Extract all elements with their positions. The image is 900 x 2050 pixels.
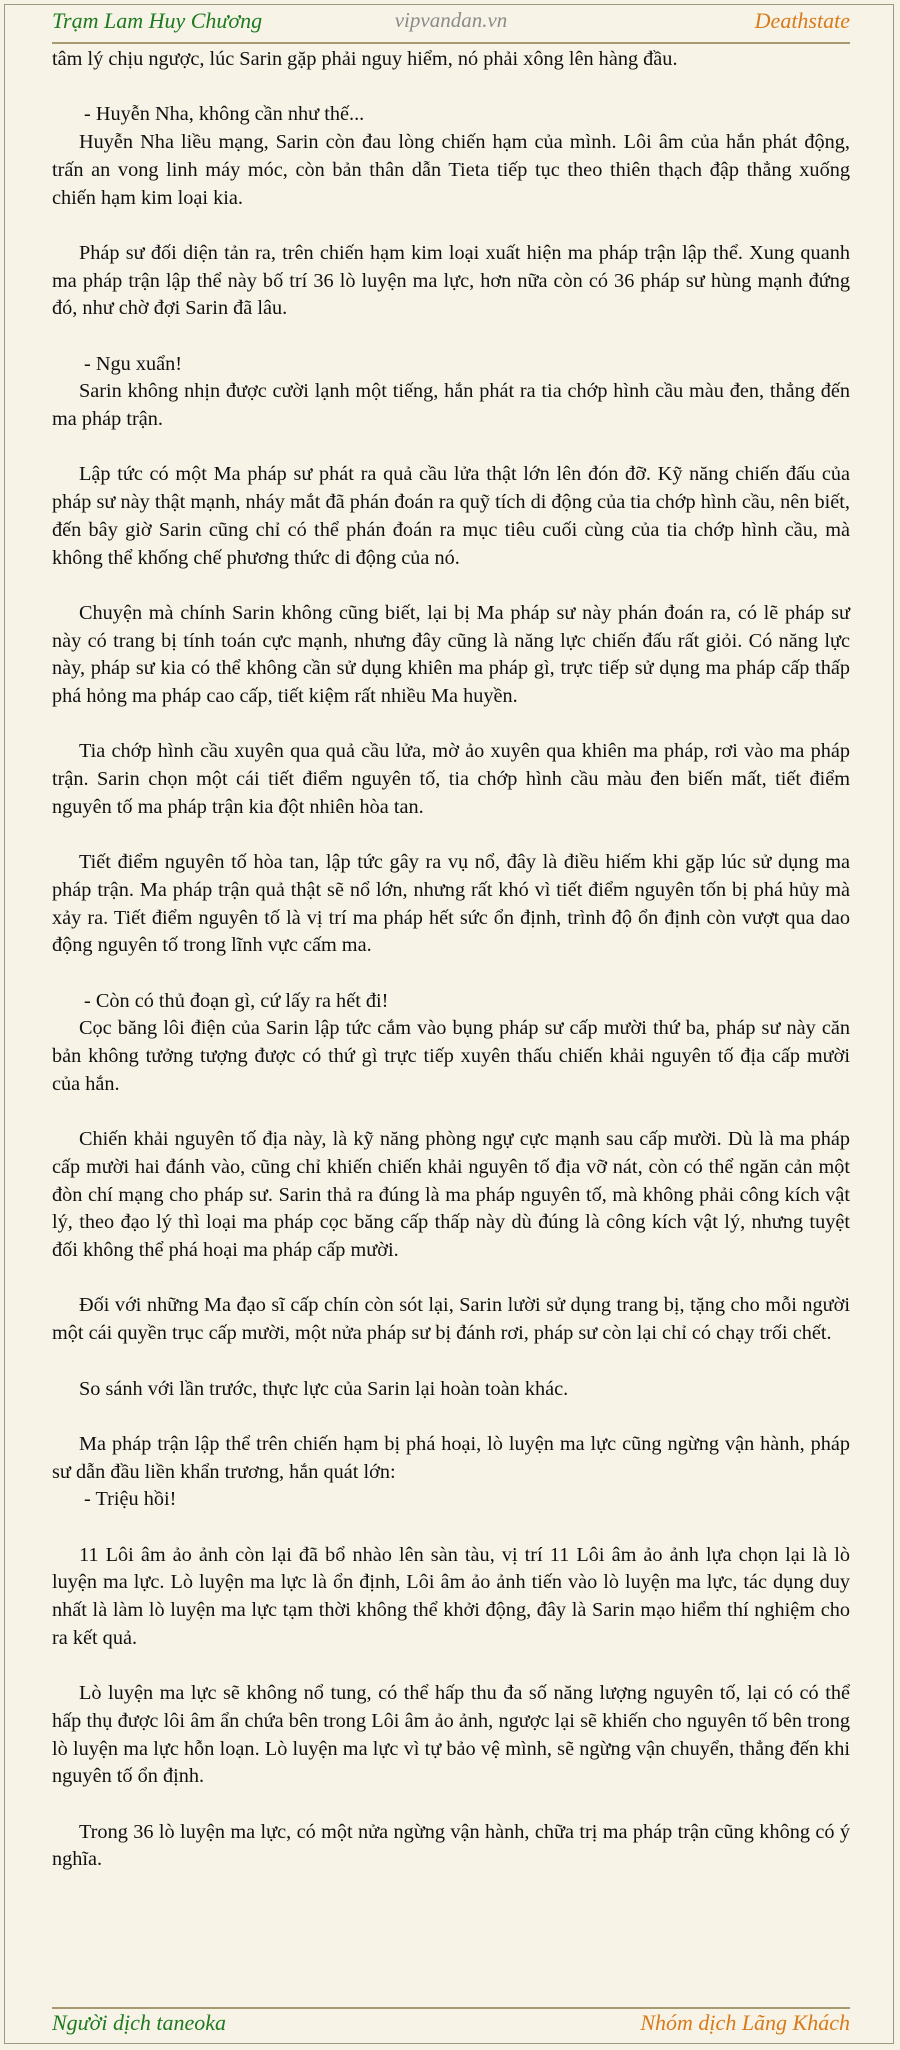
paragraph: Lập tức có một Ma pháp sư phát ra quả cầu lửa thật lớn lên đón đỡ. Kỹ năng chiến đấu của pháp sư này thật mạnh, nháy mắt đã phán đoán ra quỹ tích di động của tia chớp hình cầu, nên biết, đến bây giờ Sarin cũng chỉ có thể phán đoán ra mục tiêu cuối cùng của tia chớp hình cầu, mà không thể khống chế phương thức di động của nó. bbox=[52, 463, 850, 569]
side-watermark bbox=[10, 52, 38, 272]
header-author: Trạm Lam Huy Chương bbox=[52, 8, 263, 33]
paragraph: Tia chớp hình cầu xuyên qua quả cầu lửa, mờ ảo xuyên qua khiên ma pháp, rơi vào ma pháp trận. Sarin chọn một cái tiết điểm nguyên tố, tia chớp hình cầu màu đen biến mất, tiết điểm nguyên tố ma pháp trận kia đột nhiên hòa tan. bbox=[52, 740, 850, 818]
dialogue-line: - Huyễn Nha, không cần như thế... bbox=[84, 103, 365, 126]
paragraph: Sarin không nhịn được cười lạnh một tiếng, hắn phát ra tia chớp hình cầu màu đen, thẳng đến ma pháp trận. bbox=[52, 380, 850, 431]
dialogue-line: - Triệu hồi! bbox=[84, 1488, 177, 1511]
paragraph: 11 Lôi âm ảo ảnh còn lại đã bổ nhào lên sàn tàu, vị trí 11 Lôi âm ảo ảnh lựa chọn lại là lò luyện ma lực. Lò luyện ma lực là ổn định, Lôi âm ảo ảnh tiến vào lò luyện ma lực, tác dụng duy nhất là làm lò luyện ma lực tạm thời không thể khởi động, đây là Sarin mạo hiểm thí nghiệm cho ra kết quả. bbox=[52, 1543, 850, 1649]
dialogue-line: - Còn có thủ đoạn gì, cứ lấy ra hết đi! bbox=[84, 989, 389, 1012]
header-title: Deathstate bbox=[754, 8, 850, 33]
paragraph: Trong 36 lò luyện ma lực, có một nửa ngừng vận hành, chữa trị ma pháp trận cũng không có ý nghĩa. bbox=[52, 1820, 850, 1871]
paragraph: Pháp sư đối diện tản ra, trên chiến hạm kim loại xuất hiện ma pháp trận lập thể. Xung quanh ma pháp trận lập thể này bố trí 36 lò luyện ma lực, hơn nữa còn có 36 pháp sư hùng mạnh đứng đó, như chờ đợi Sarin đã lâu. bbox=[52, 241, 850, 320]
footer-group: Nhóm dịch Lãng Khách bbox=[640, 2010, 850, 2035]
story-body bbox=[52, 46, 850, 1902]
paragraph: Lò luyện ma lực sẽ không nổ tung, có thể hấp thu đa số năng lượng nguyên tố, lại có có thể hấp thụ được lôi âm ẩn chứa bên trong Lôi âm ảo ảnh, ngược lại sẽ khiến cho nguyên tố bên trong lò luyện ma lực hỗn loạn. Lò luyện ma lực vì tự bảo vệ mình, sẽ ngừng vận chuyển, thẳng đến khi nguyên tố ổn định. bbox=[52, 1682, 850, 1788]
paragraph: So sánh với lần trước, thực lực của Sarin lại hoàn toàn khác. bbox=[79, 1377, 569, 1400]
page-header bbox=[52, 8, 850, 38]
dialogue-line: - Ngu xuẩn! bbox=[84, 352, 182, 375]
header-site[interactable]: vipvandan.vn bbox=[394, 8, 508, 32]
footer-translator: Người dịch taneoka bbox=[52, 2010, 227, 2035]
footer-divider bbox=[52, 2007, 850, 2009]
page-footer bbox=[52, 2010, 850, 2040]
paragraph: Tiết điểm nguyên tố hòa tan, lập tức gây ra vụ nổ, đây là điều hiếm khi gặp lúc sử dụng ma pháp trận. Ma pháp trận quả thật sẽ nổ lớn, nhưng rất khó vì tiết điểm nguyên tốn bị phá hủy mà xảy ra. Tiết điểm nguyên tố là vị trí ma pháp hết sức ổn định, trình độ ổn định còn vượt qua dao động nguyên tố trong lĩnh vực cấm ma. bbox=[52, 851, 850, 957]
paragraph: Huyễn Nha liều mạng, Sarin còn đau lòng chiến hạm của mình. Lôi âm của hắn phát động, trấn an vong linh máy móc, còn bản thân dẫn Tieta tiếp tục theo thiên thạch đập thẳng xuống chiến hạm kim loại kia. bbox=[52, 131, 850, 209]
paragraph: tâm lý chịu ngược, lúc Sarin gặp phải nguy hiểm, nó phải xông lên hàng đầu. bbox=[52, 48, 678, 70]
header-divider bbox=[52, 42, 850, 44]
paragraph: Ma pháp trận lập thể trên chiến hạm bị phá hoại, lò luyện ma lực cũng ngừng vận hành, pháp sư dẫn đầu liền khẩn trương, hắn quát lớn: bbox=[52, 1432, 850, 1483]
paragraph: Đối với những Ma đạo sĩ cấp chín còn sót lại, Sarin lười sử dụng trang bị, tặng cho mỗi người một cái quyền trục cấp mười, một nửa pháp sư bị đánh rơi, pháp sư còn lại chỉ có chạy trối chết. bbox=[52, 1294, 850, 1345]
paragraph: Cọc băng lôi điện của Sarin lập tức cắm vào bụng pháp sư cấp mười thứ ba, pháp sư này căn bản không tưởng tượng được có thứ gì trực tiếp xuyên thấu chiến khải nguyên tố địa cấp mười của hắn. bbox=[52, 1017, 850, 1095]
paragraph: Chiến khải nguyên tố địa này, là kỹ năng phòng ngự cực mạnh sau cấp mười. Dù là ma pháp cấp mười hai đánh vào, cũng chỉ khiến chiến khải nguyên tố địa vỡ nát, còn có thể ngăn cản một đòn chí mạng cho pháp sư. Sarin thả ra đúng là ma pháp nguyên tố, mà không phải công kích vật lý, theo đạo lý thì loại ma pháp cọc băng cấp thấp này dù đúng là công kích vật lý, nhưng tuyệt đối không thể phá hoại ma pháp cấp mười. bbox=[52, 1128, 850, 1262]
paragraph: Chuyện mà chính Sarin không cũng biết, lại bị Ma pháp sư này phán đoán ra, có lẽ pháp sư này có trang bị tính toán cực mạnh, nhưng đây cũng là năng lực chiến đấu rất giỏi. Có năng lực này, pháp sư kia có thể không cần sử dụng khiên ma pháp gì, trực tiếp sử dụng ma pháp cấp thấp phá hỏng ma pháp cao cấp, tiết kiệm rất nhiều Ma huyền. bbox=[52, 601, 850, 708]
